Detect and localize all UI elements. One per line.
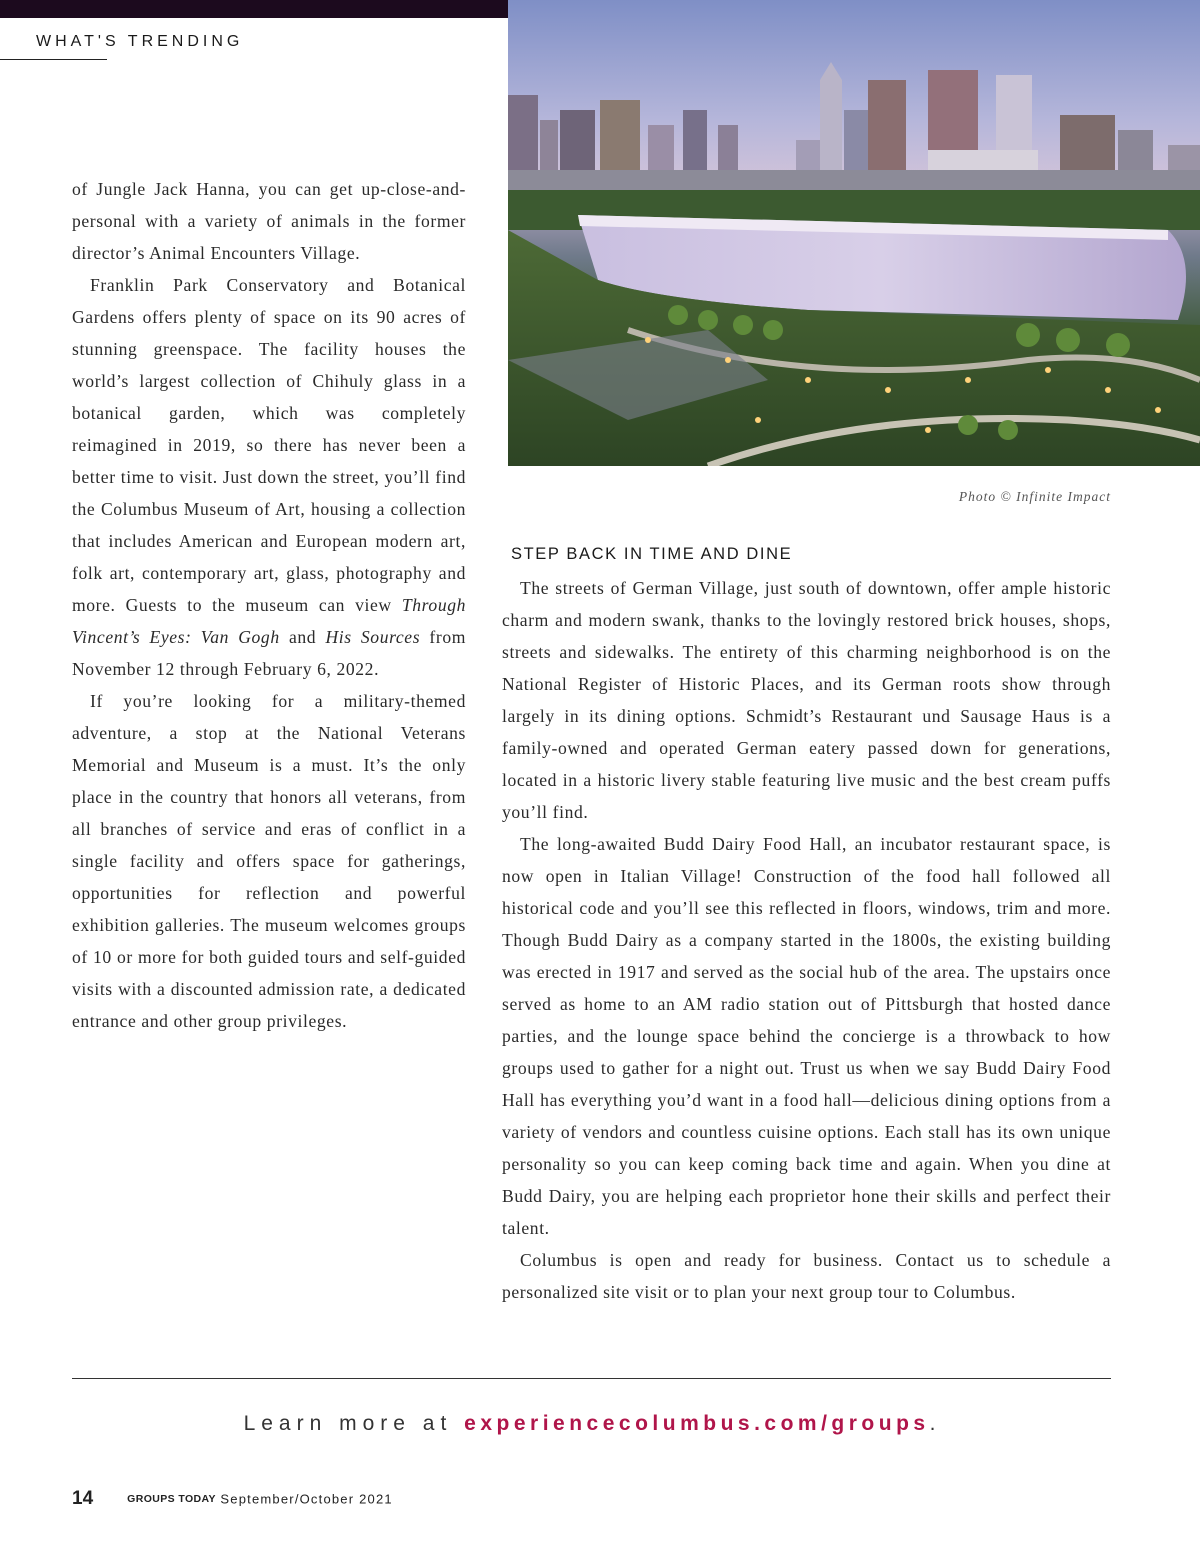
photo-caption: Photo © Infinite Impact bbox=[958, 489, 1111, 504]
skyline-illustration bbox=[508, 0, 1200, 466]
learn-more-prefix: Learn more at bbox=[243, 1412, 453, 1435]
learn-more-line bbox=[0, 1412, 1185, 1436]
left-paragraph-1: of Jungle Jack Hanna, you can get up-close-and-personal with a variety of animals in the former director’s Animal Encounters Village. bbox=[72, 179, 466, 263]
magazine-name: GROUPS TODAY bbox=[127, 1493, 216, 1505]
exhibit-title-2: His Sources bbox=[325, 627, 421, 647]
exhibit-title-1: Through Vincent’s Eyes: Van Gogh bbox=[72, 595, 467, 647]
page-footer bbox=[72, 1488, 393, 1510]
left-article-column bbox=[72, 173, 466, 1037]
left-paragraph-3: If you’re looking for a military-themed adventure, a stop at the National Veterans Memorial and Museum is a must. It’s the only place in the country that honors all veterans, from all branches of service and eras of conflict in a single facility and offers space for gatherings, opportunities for reflection and powerful exhibition galleries. The museum welcomes groups of 10 or more for both guided tours and self-guided visits with a discounted admission rate, a dedicated entrance and other group privileges. bbox=[72, 691, 466, 1031]
left-paragraph-2 bbox=[72, 269, 466, 685]
left-paragraph-2-end: from November 12 through February 6, 2022. bbox=[72, 627, 467, 679]
bottom-divider bbox=[72, 1378, 1111, 1379]
learn-more-link[interactable]: experiencecolumbus.com/groups bbox=[464, 1412, 930, 1435]
right-article-column bbox=[502, 572, 1111, 1308]
right-paragraph-1: The streets of German Village, just south of downtown, offer ample historic charm and modern swank, thanks to the lovingly restored brick houses, shops, streets and sidewalks. The entirety of this charming neighborhood is on the National Register of Historic Places, and its German roots show through largely in its dining options. Schmidt’s Restaurant und Sausage Haus is a family-owned and operated German eatery passed down for generations, located in a historic livery stable featuring live music and the best cream puffs you’ll find. bbox=[502, 578, 1111, 822]
conjunction-and: and bbox=[288, 627, 317, 647]
issue-date: September/October 2021 bbox=[220, 1491, 393, 1507]
right-paragraph-3: Columbus is open and ready for business. Contact us to schedule a personalized site visit or to plan your next group tour to Columbus. bbox=[502, 1250, 1111, 1302]
section-label: WHAT'S TRENDING bbox=[36, 33, 244, 50]
right-paragraph-2: The long-awaited Budd Dairy Food Hall, an incubator restaurant space, is now open in Italian Village! Construction of the food hall followed all historical code and you’ll see this reflected in floors, windows, trim and more. Though Budd Dairy as a company started in the 1800s, the existing building was erected in 1917 and served as the social hub of the area. The upstairs once served as home to an AM radio station out of Pittsburgh that hosted dance parties, and the lounge space behind the concierge is a throwback to how groups used to gather for a night out. Trust us when we say Budd Dairy Food Hall has everything you’d want in a food hall—delicious dining options from a variety of vendors and countless cuisine options. Each stall has its own unique personality so you can keep coming back time and again. When you dine at Budd Dairy, you are helping each proprietor hone their skills and perfect their talent. bbox=[502, 834, 1111, 1238]
columbus-skyline-photo bbox=[508, 0, 1200, 466]
section-underline bbox=[0, 59, 107, 60]
left-paragraph-2-text: Franklin Park Conservatory and Botanical Gardens offers plenty of space on its 90 acres of stunning greenspace. The facility houses the world’s largest collection of Chihuly glass in a botanical garden, which was completely reimagined in 2019, so there has never been a better time to visit. Just down the street, you’ll find the Columbus Museum of Art, housing a collection that includes American and European modern art, folk art, contemporary art, glass, photography and more. Guests to the museum can view bbox=[72, 275, 466, 615]
header-color-bar bbox=[0, 0, 508, 18]
page-number: 14 bbox=[72, 1488, 94, 1509]
section-subhead: STEP BACK IN TIME AND DINE bbox=[511, 545, 793, 563]
learn-more-suffix: . bbox=[929, 1412, 942, 1435]
